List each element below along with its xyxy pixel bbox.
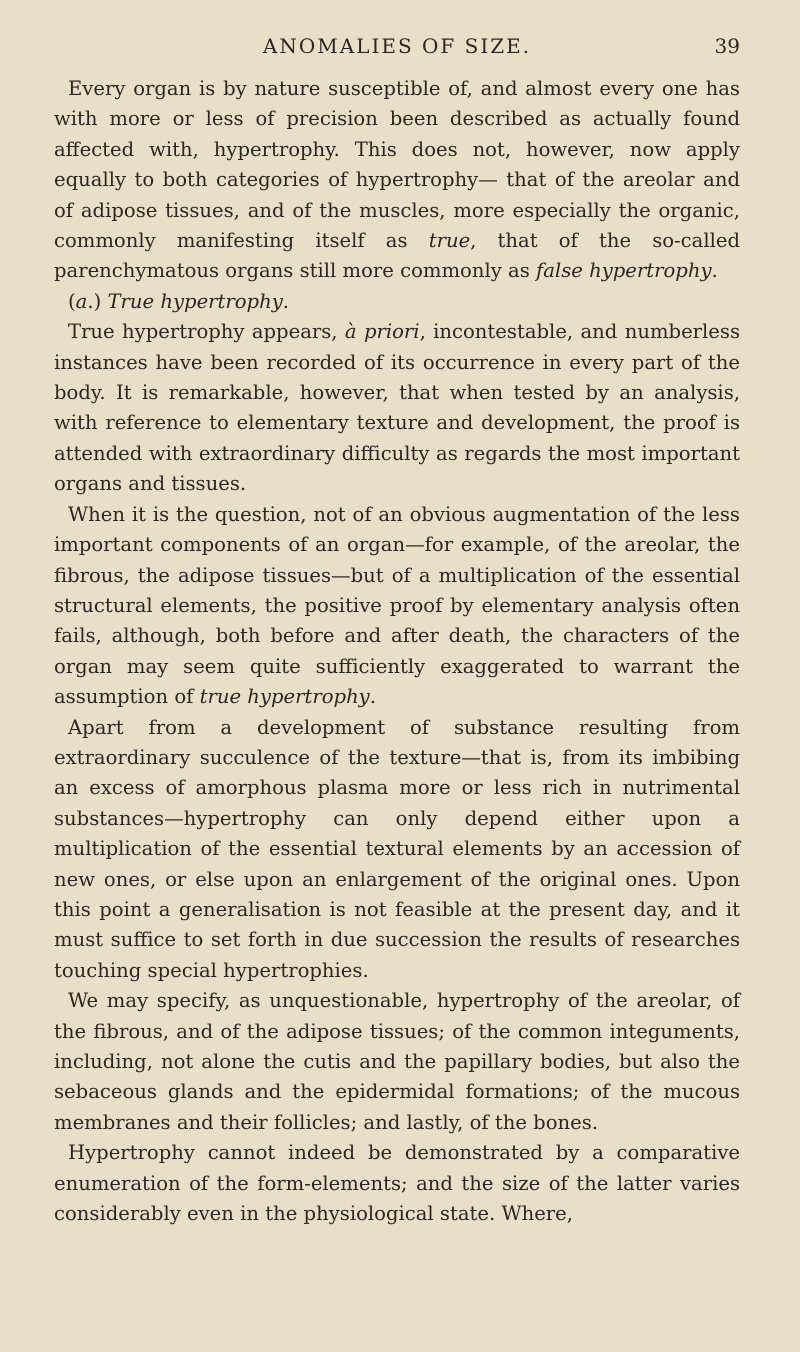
- paragraph-text: .: [369, 685, 376, 709]
- paragraph-apart: [54, 713, 740, 987]
- section-heading: [54, 287, 740, 317]
- paragraph-intro: [54, 74, 740, 287]
- paragraph-text: Every organ is by nature susceptible of, and almost every one has with more or less of precision been described as actually found affected with, hypertrophy. This does not, however, now apply equally to both categories of hypertrophy— that of the areolar and of adipose tissues, and of the muscles, more especially the organic, commonly manifesting itself as: [54, 77, 740, 253]
- heading-text: .: [282, 289, 290, 313]
- paragraph-text: We may specify, as unquestionable, hypertrophy of the areolar, of the fibrous, and of the adipose tissues; of the common integuments, including, not alone the cutis and the papillary bodies, but also the sebaceous glands and the epidermidal formations; of the mucous membranes and their follicles; and lastly, of the bones.: [54, 989, 740, 1134]
- italic-term: true: [428, 229, 471, 253]
- running-head-title: ANOMALIES OF SIZE.: [262, 34, 532, 58]
- paragraph-text: .: [711, 259, 718, 283]
- italic-term: true hypertrophy: [199, 685, 370, 709]
- paragraph-demonstrated: [54, 1138, 740, 1229]
- paragraph-specify: [54, 986, 740, 1138]
- body-text: [54, 74, 740, 1229]
- paragraph-true-hypertrophy: [54, 317, 740, 499]
- paragraph-text: True hypertrophy appears,: [68, 320, 345, 344]
- running-head: [54, 34, 740, 74]
- paragraph-text: , incontestable, and numberless instances have been recorded of its occurrence in every part of the body. It is remarkable, however, that when tested by an analysis, with reference to elementary texture and development, the proof is attended with extraordinary difficulty as regards the most important organs and tissues.: [54, 320, 741, 496]
- italic-term: false hypertrophy: [536, 259, 712, 283]
- paragraph-text: When it is the question, not of an obvious augmentation of the less important components of an organ—for example, of the areolar, the fibrous, the adipose tissues—but of a multiplication of the essential structural elements, the positive proof by elementary analysis often fails, although, both before and after death, the characters of the organ may seem quite sufficiently exaggerated to warrant the assumption of: [54, 502, 740, 709]
- section-title: True hypertrophy: [107, 289, 283, 313]
- heading-text: .): [87, 289, 108, 313]
- paragraph-text: , that of the so-called parenchymatous organs still more commonly as: [54, 229, 740, 283]
- section-letter: a: [75, 289, 88, 313]
- heading-text: (: [68, 289, 76, 313]
- paragraph-text: Apart from a development of substance resulting from extraordinary succulence of the texture—that is, from its imbibing an excess of amorphous plasma more or less rich in nutrimental substances—hypertrophy can only depend either upon a multiplication of the essential textural elements by an accession of new ones, or else upon an enlargement of the original ones. Upon this point a generalisation is not feasible at the present day, and it must suffice to set forth in due succession the results of researches touching special hypertrophies.: [54, 715, 740, 982]
- paragraph-text: Hypertrophy cannot indeed be demonstrated by a comparative enumeration of the form-elements; and the size of the latter varies considerably even in the physiological state. Where,: [54, 1141, 740, 1226]
- page-number: 39: [714, 34, 740, 58]
- paragraph-question: [54, 500, 740, 713]
- italic-term: à priori: [344, 320, 420, 344]
